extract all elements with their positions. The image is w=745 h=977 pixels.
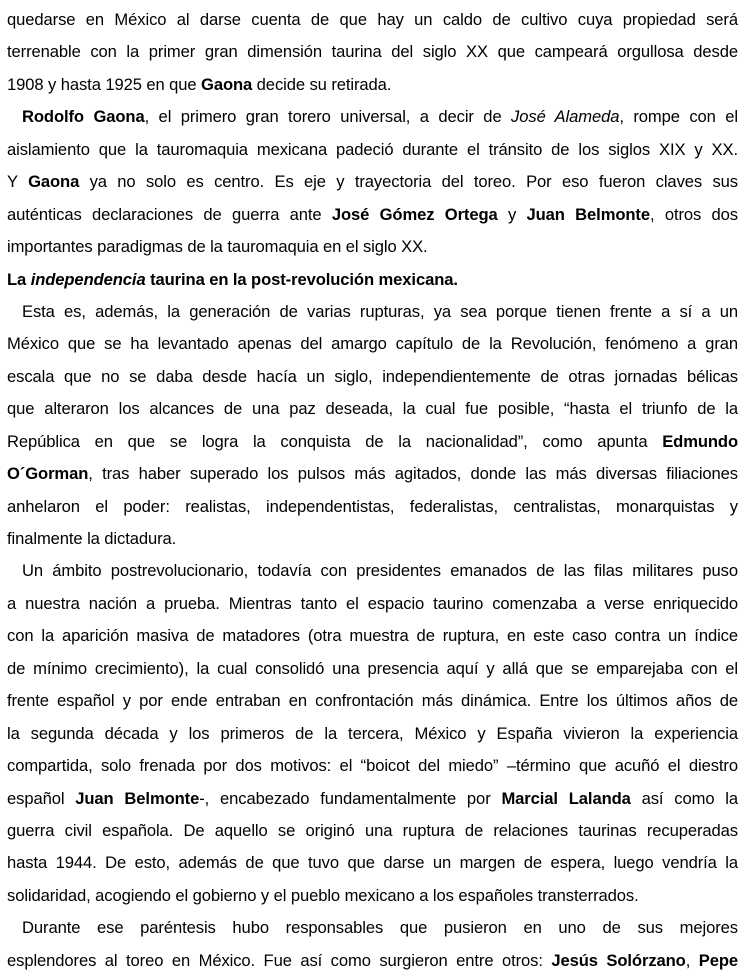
text-line (7, 718, 738, 750)
text-run: finalmente la dictadura. (7, 529, 177, 548)
text-run: y (497, 204, 527, 224)
text-line (7, 199, 738, 231)
text-line (7, 815, 738, 847)
text-run: con la aparición masiva de matadores (otra muestra de ruptura, en este caso contra un índice (7, 626, 738, 646)
text-run: , rompe con el (619, 107, 738, 127)
text-run: Un ámbito postrevolucionario, todavía con presidentes emanados de las filas militares puso (22, 561, 738, 581)
text-line (7, 750, 738, 782)
text-run: México que se ha levantado apenas del amargo capítulo de la Revolución, fenómeno a gran (7, 334, 738, 354)
text-line (7, 393, 738, 425)
text-run: español (7, 788, 76, 808)
text-line (7, 620, 738, 652)
text-line (7, 296, 738, 328)
text-run: frente español y por ende entraban en confrontación más dinámica. Entre los últimos años de (7, 691, 738, 711)
text-run: aislamiento que la tauromaquia mexicana padeció durante el tránsito de los siglos XIX y XX. (7, 139, 738, 159)
text-run: Gaona (28, 172, 80, 192)
text-run: Durante ese paréntesis hubo responsables que pusieron en uno de sus mejores (22, 918, 738, 938)
text-line (7, 101, 738, 133)
text-run: terrenable con la primer gran dimensión taurina del siglo XX que campeará orgullosa desde (7, 42, 738, 62)
text-line (7, 361, 738, 393)
text-run: Rodolfo Gaona (22, 107, 145, 127)
text-run: compartida, solo frenada por dos motivos: el “boicot del miedo” –término que acuñó el diestro (7, 756, 738, 776)
text-line (7, 4, 738, 36)
text-line (7, 523, 738, 555)
text-run: la segunda década y los primeros de la tercera, México y España vivieron la experiencia (7, 723, 738, 743)
text-line (7, 588, 738, 620)
text-line (7, 134, 738, 166)
text-run: , otros dos (649, 204, 738, 224)
text-run: hasta 1944. De esto, además de que tuvo que darse un margen de espera, luego vendría la (7, 853, 738, 873)
text-run: esplendores al toreo en México. Fue así como surgieron entre otros: (7, 950, 552, 970)
text-run: Juan Belmonte (526, 204, 650, 224)
text-line (7, 491, 738, 523)
text-line (7, 166, 738, 198)
text-line (7, 880, 738, 912)
text-run: O´Gorman (7, 464, 89, 484)
text-run: Y (7, 172, 29, 192)
text-line (7, 555, 738, 587)
text-run: importantes paradigmas de la tauromaquia en el siglo XX. (7, 237, 428, 257)
text-run: quedarse en México al darse cuenta de que hay un caldo de cultivo cuya propiedad será (7, 10, 738, 29)
text-run: , tras haber superado los pulsos más agitados, donde las más diversas filiaciones (88, 464, 738, 484)
text-run: independencia (30, 269, 146, 289)
text-run: José Gómez Ortega (331, 204, 498, 224)
text-line (7, 653, 738, 685)
text-line (7, 685, 738, 717)
text-run: taurina en la post-revolución mexicana. (145, 269, 458, 289)
text-run: Edmundo (662, 431, 738, 451)
text-line (7, 945, 738, 977)
text-run: -, encabezado fundamentalmente por (199, 788, 502, 808)
text-run: , (685, 950, 699, 970)
text-line (7, 426, 738, 458)
text-line (7, 36, 738, 68)
text-run: a nuestra nación a prueba. Mientras tanto el espacio taurino comenzaba a verse enriquecido (7, 593, 738, 613)
text-run: La (7, 269, 31, 289)
text-run: República en que se logra la conquista de la nacionalidad”, como apunta (7, 431, 663, 451)
text-run: de mínimo crecimiento), la cual consolidó una presencia aquí y allá que se emparejaba con el (7, 658, 738, 678)
text-run: Gaona (201, 74, 253, 94)
text-line (7, 783, 738, 815)
text-run: ya no solo es centro. Es eje y trayectoria del toreo. Por eso fueron claves sus (79, 172, 738, 192)
document-page (7, 4, 738, 977)
text-run: Marcial Lalanda (501, 788, 631, 808)
text-line (7, 231, 738, 263)
text-run: Esta es, además, la generación de varias rupturas, ya sea porque tienen frente a sí a un (22, 301, 738, 321)
text-run: 1908 y hasta 1925 en que (7, 74, 202, 94)
text-run: Juan Belmonte (75, 788, 200, 808)
text-run: Jesús Solórzano (551, 950, 686, 970)
text-line (7, 912, 738, 944)
text-line (7, 458, 738, 490)
text-run: Pepe (698, 950, 738, 970)
text-run: auténticas declaraciones de guerra ante (7, 204, 332, 224)
text-line (7, 328, 738, 360)
text-line (7, 847, 738, 879)
text-run (31, 270, 146, 289)
text-run: que alteraron los alcances de una paz deseada, la cual fue posible, “hasta el triunfo de la (7, 399, 738, 419)
text-run: así como la (630, 788, 738, 808)
text-run: escala que no se daba desde hacía un siglo, independientemente de otras jornadas bélicas (7, 366, 738, 386)
text-run: guerra civil española. De aquello se originó una ruptura de relaciones taurinas recuperadas (7, 820, 738, 840)
text-run: , el primero gran torero universal, a decir de (144, 107, 512, 127)
text-run: decide su retirada. (252, 74, 392, 94)
text-line (7, 264, 738, 296)
text-run: solidaridad, acogiendo el gobierno y el pueblo mexicano a los españoles transterrados. (7, 885, 639, 905)
text-run: José Alameda (511, 107, 620, 127)
text-line (7, 69, 738, 101)
text-run: anhelaron el poder: realistas, independentistas, federalistas, centralistas, monarquistas y (7, 496, 738, 516)
